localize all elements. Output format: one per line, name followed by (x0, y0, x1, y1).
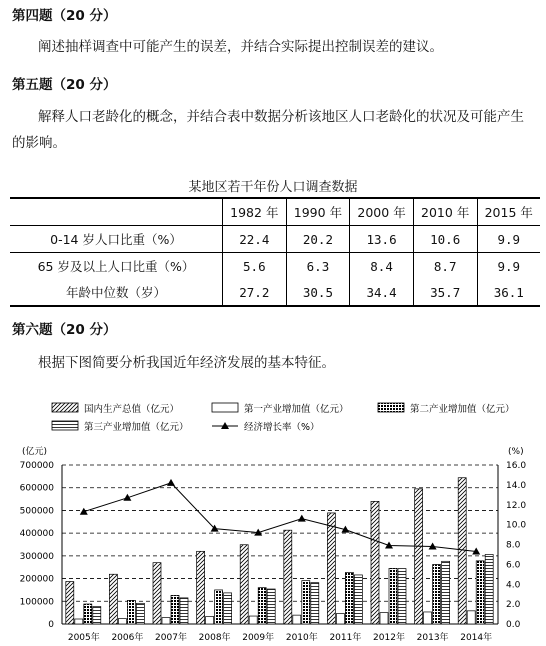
bar (240, 545, 248, 624)
economy-chart (0, 396, 546, 646)
bar (485, 554, 493, 624)
bar (180, 598, 188, 624)
table-header-cell: 1982 年 (223, 198, 287, 226)
table-header-row (10, 198, 540, 226)
table-header-cell (10, 198, 223, 226)
bar (467, 611, 475, 624)
table-cell: 35.7 (413, 279, 477, 306)
x-tick-label: 2014年 (460, 633, 493, 643)
bar (371, 501, 379, 624)
table-caption: 某地区若干年份人口调查数据 (188, 180, 358, 195)
table-header-cell: 1990 年 (286, 198, 350, 226)
bar (302, 581, 310, 624)
table-cell: 5.6 (223, 253, 287, 280)
x-tick-label: 2011年 (329, 633, 362, 643)
y-right-tick-label: 2.0 (506, 600, 521, 611)
y-right-tick-label: 12.0 (506, 500, 527, 511)
y-right-tick-label: 8.0 (506, 540, 521, 551)
legend-label: 第一产业增加值（亿元） (244, 404, 349, 415)
bar (380, 613, 388, 624)
legend-label: 经济增长率（%） (244, 422, 320, 433)
x-tick-label: 2009年 (242, 633, 275, 643)
bar (84, 604, 92, 624)
y-right-tick-label: 0.0 (506, 620, 521, 630)
table-cell: 34.4 (350, 279, 414, 306)
table-cell: 20.2 (286, 226, 350, 253)
bar (258, 588, 266, 624)
bar (197, 551, 205, 624)
x-tick-label: 2013年 (416, 633, 449, 643)
bar (206, 617, 214, 624)
legend-label: 第三产业增加值（亿元） (84, 422, 189, 433)
table-cell: 10.6 (413, 226, 477, 253)
x-tick-label: 2008年 (198, 633, 231, 643)
x-tick-label: 2012年 (373, 633, 405, 643)
x-tick-label: 2007年 (155, 633, 187, 643)
y-left-axis-label: (亿元) (22, 447, 48, 457)
y-right-tick-label: 4.0 (506, 580, 521, 591)
growth-rate-point (298, 515, 306, 522)
bar (267, 589, 275, 624)
table-row-label: 0-14 岁人口比重（%） (10, 226, 223, 253)
bar (75, 619, 83, 624)
table-row (10, 226, 540, 253)
growth-rate-point (167, 479, 175, 486)
bar (215, 590, 223, 624)
bar (127, 600, 135, 624)
bar (162, 618, 170, 624)
table-row-label: 65 岁及以上人口比重（%） (37, 259, 195, 274)
table-header-cell: 2000 年 (350, 198, 414, 226)
table-cell: 9.9 (477, 253, 540, 280)
bar (311, 583, 319, 624)
y-right-axis-label: (%) (508, 447, 524, 457)
y-left-tick-label: 500000 (19, 506, 54, 517)
bar (118, 619, 126, 624)
q4-title: 第四题（20 分） (12, 8, 117, 24)
bar (458, 478, 466, 624)
bar (249, 616, 257, 624)
legend-swatch (52, 403, 78, 412)
x-tick-label: 2006年 (111, 633, 144, 643)
table-header-cell: 2010 年 (413, 198, 477, 226)
legend-swatch (378, 403, 404, 412)
y-right-tick-label: 6.0 (506, 560, 521, 571)
table-row (10, 253, 540, 280)
bar (398, 569, 406, 624)
bar (389, 568, 397, 624)
table-cell: 13.6 (350, 226, 414, 253)
table-header-cell: 2015 年 (477, 198, 540, 226)
x-tick-label: 2010年 (285, 633, 318, 643)
bar (336, 614, 344, 624)
table-row (10, 279, 540, 306)
q6-title: 第六题（20 分） (12, 322, 117, 338)
table-cell: 8.4 (350, 253, 414, 280)
q5-body: 解释人口老龄化的概念，并结合表中数据分析该地区人口老龄化的状况及可能产生的影响。 (12, 109, 524, 151)
legend-label: 国内生产总值（亿元） (84, 404, 180, 415)
y-left-tick-label: 700000 (19, 461, 54, 471)
bar (476, 561, 484, 624)
table-cell: 6.3 (286, 253, 350, 280)
bar (153, 563, 161, 624)
q4-body: 阐述抽样调查中可能产生的误差，并结合实际提出控制误差的建议。 (38, 39, 443, 55)
x-tick-label: 2005年 (67, 633, 100, 643)
y-left-tick-label: 0 (48, 620, 54, 630)
y-right-tick-label: 14.0 (506, 480, 527, 491)
y-left-tick-label: 200000 (19, 574, 54, 585)
bar (109, 574, 117, 624)
bar (293, 615, 301, 624)
y-right-tick-label: 16.0 (506, 461, 527, 471)
y-left-tick-label: 400000 (19, 529, 54, 540)
bar (327, 513, 335, 624)
table-cell: 30.5 (286, 279, 350, 306)
bar (224, 593, 232, 624)
legend-swatch (52, 421, 78, 430)
bar (136, 603, 144, 624)
table-cell: 9.9 (477, 226, 540, 253)
bar (424, 612, 432, 624)
table-cell: 22.4 (223, 226, 287, 253)
y-left-tick-label: 100000 (19, 597, 54, 608)
y-right-tick-label: 10.0 (506, 520, 527, 531)
bar (284, 530, 292, 624)
q5-title: 第五题（20 分） (12, 77, 117, 93)
bar (93, 607, 101, 624)
bar (345, 572, 353, 624)
table-cell: 27.2 (223, 279, 287, 306)
table-cell: 8.7 (413, 253, 477, 280)
bar (354, 575, 362, 624)
table-cell: 36.1 (477, 279, 540, 306)
y-left-tick-label: 600000 (19, 483, 54, 494)
population-table (10, 197, 540, 307)
bar (415, 489, 423, 624)
bar (171, 595, 179, 624)
chart-legend (52, 403, 515, 433)
bar (433, 564, 441, 624)
legend-label: 第二产业增加值（亿元） (410, 404, 515, 415)
legend-swatch (212, 403, 238, 412)
y-left-tick-label: 300000 (19, 551, 54, 562)
table-row-label: 年龄中位数（岁） (10, 279, 223, 306)
q6-body: 根据下图简要分析我国近年经济发展的基本特征。 (38, 355, 335, 371)
bar (442, 561, 450, 624)
bar (66, 582, 74, 624)
